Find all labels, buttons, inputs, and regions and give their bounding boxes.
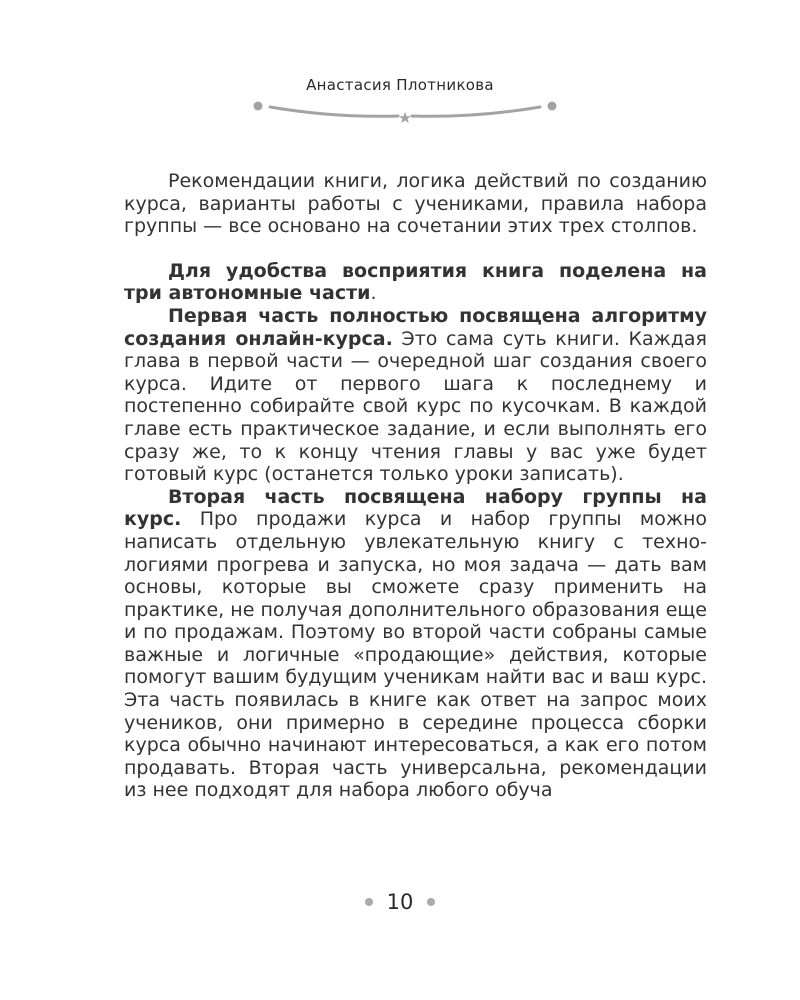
page-footer [0, 888, 800, 916]
header-ornament [250, 98, 560, 128]
body-text [124, 170, 707, 802]
paragraph-text: Рекомендации книги, логика действий по созданию курса, варианты работы с учениками, правила набора группы — все основано на сочетании этих трех столпов. [124, 170, 707, 238]
footer-left-dot [365, 898, 373, 906]
ornament-left-arc [270, 107, 398, 116]
paragraph-text: Про продажи курса и набор группы можно написать отдельную увлекательную книгу с технологиями прогрева и запуска, но моя задача — дать вам основы, которые вы сможете сразу применить на практике, не получая дополнительного образования еще и по продажам. Поэтому во второй части собраны самые важные и логичные «продающие» действия, которые помогут вашим будущим ученикам найти вас и ваш курс. Эта часть появилась в книге как ответ на запрос моих учеников, они примерно в середине процесса сборки курса обычно начинают интересоваться, а как его потом продавать. Вторая часть универсальна, рекомендации из нее подходят для набора любого обуча [124, 508, 707, 802]
footer-right-dot [427, 898, 435, 906]
ornament-left-dot [254, 102, 263, 111]
running-header-author: Анастасия Плотникова [306, 76, 494, 94]
paragraph-part-two [124, 486, 707, 802]
paragraph-structure [124, 260, 707, 305]
paragraph-text: . [370, 282, 377, 305]
ornament-right-dot [548, 102, 557, 111]
paragraph-part-one [124, 305, 707, 486]
star-icon [399, 112, 411, 123]
page-number: 10 [386, 890, 414, 914]
ornament-right-arc [412, 107, 540, 116]
paragraph-bold: Вторая часть посвящена набору группы на курс. [124, 485, 707, 531]
paragraph-text: Это сама суть книги. Каждая глава в первой части — очередной шаг создания своего курса. Идите от первого шага к последнему и постепенно собирайте свой курс по кусочкам. В каждой главе есть практическое задание, и если выполнять его сразу же, то к концу чтения главы у вас уже будет готовый курс (останется только уроки записать). [124, 327, 707, 486]
paragraph-bold: Первая часть полностью посвящена алгоритму создания онлайн-курса. [124, 304, 707, 350]
paragraph-bold: Для удобства восприятия книга поделена на три автономные части [124, 259, 707, 305]
paragraph-intro [124, 170, 707, 238]
